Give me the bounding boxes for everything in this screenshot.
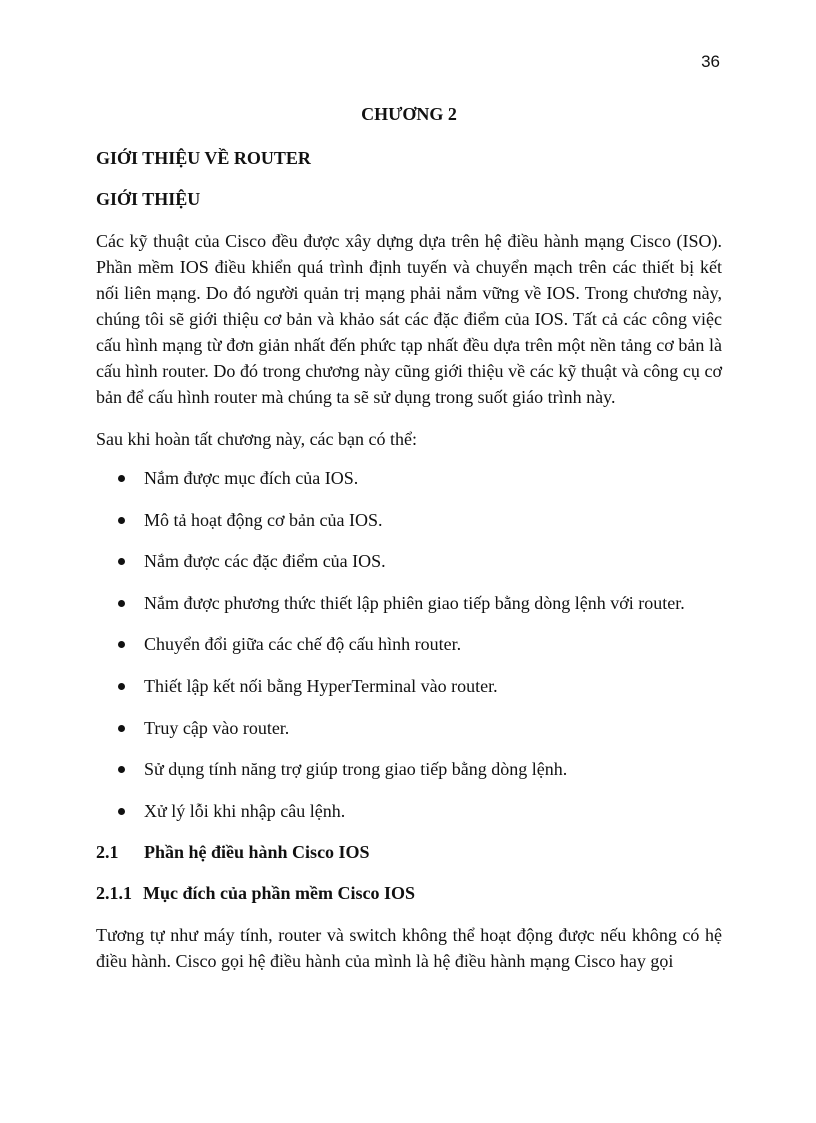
- section-title: Phần hệ điều hành Cisco IOS: [144, 842, 370, 863]
- page-number: 36: [701, 52, 720, 71]
- objectives-intro: Sau khi hoàn tất chương này, các bạn có thể:: [96, 429, 418, 449]
- bullet-icon: [118, 766, 125, 773]
- section-paragraph: Tương tự như máy tính, router và switch không thể hoạt động được nếu không có hệ điều hành. Cisco gọi hệ điều hành của mình là hệ điều hành mạng Cisco hay gọi: [96, 925, 722, 972]
- bullet-icon: [118, 808, 125, 815]
- section-number: 2.1: [96, 842, 119, 863]
- list-item: Chuyển đổi giữa các chế độ cấu hình router.: [96, 632, 722, 656]
- list-item: Sử dụng tính năng trợ giúp trong giao tiếp bằng dòng lệnh.: [96, 757, 722, 781]
- section-title: Mục đích của phần mềm Cisco IOS: [143, 883, 416, 904]
- list-item: Nắm được mục đích của IOS.: [96, 466, 722, 490]
- section-heading-2-1: [96, 840, 722, 864]
- list-item: Nắm được phương thức thiết lập phiên giao tiếp bằng dòng lệnh với router.: [96, 591, 722, 615]
- chapter-title: GIỚI THIỆU VỀ ROUTER: [96, 148, 311, 168]
- bullet-icon: [118, 641, 125, 648]
- objectives-list: [96, 466, 722, 823]
- list-item: Thiết lập kết nối bằng HyperTerminal vào router.: [96, 674, 722, 698]
- document-body: [96, 102, 722, 988]
- chapter-heading: CHƯƠNG 2: [361, 104, 457, 124]
- list-item: Xử lý lỗi khi nhập câu lệnh.: [96, 799, 722, 823]
- list-item: Mô tả hoạt động cơ bản của IOS.: [96, 508, 722, 532]
- bullet-icon: [118, 558, 125, 565]
- list-item: Truy cập vào router.: [96, 716, 722, 740]
- bullet-icon: [118, 683, 125, 690]
- bullet-icon: [118, 725, 125, 732]
- section-heading-2-1-1: [96, 881, 722, 905]
- list-item: Nắm được các đặc điểm của IOS.: [96, 549, 722, 573]
- bullet-icon: [118, 475, 125, 482]
- bullet-icon: [118, 600, 125, 607]
- intro-paragraph: Các kỹ thuật của Cisco đều được xây dựng dựa trên hệ điều hành mạng Cisco (ISO). Phần mềm IOS điều khiển quá trình định tuyến và chuyển mạch trên các thiết bị kết nối liên mạng. Do đó người quản trị mạng phải nắm vững về IOS. Trong chương này, chúng tôi sẽ giới thiệu cơ bản và khảo sát các đặc điểm của IOS. Tất cả các công việc cấu hình mạng từ đơn giản nhất đến phức tạp nhất đều dựa trên một nền tảng cơ bản là cấu hình router. Do đó trong chương này cũng giới thiệu về các kỹ thuật và công cụ cơ bản để cấu hình router mà chúng ta sẽ sử dụng trong suốt giáo trình này.: [96, 231, 722, 407]
- bullet-icon: [118, 517, 125, 524]
- section-number: 2.1.1: [96, 883, 132, 904]
- intro-heading: GIỚI THIỆU: [96, 189, 201, 209]
